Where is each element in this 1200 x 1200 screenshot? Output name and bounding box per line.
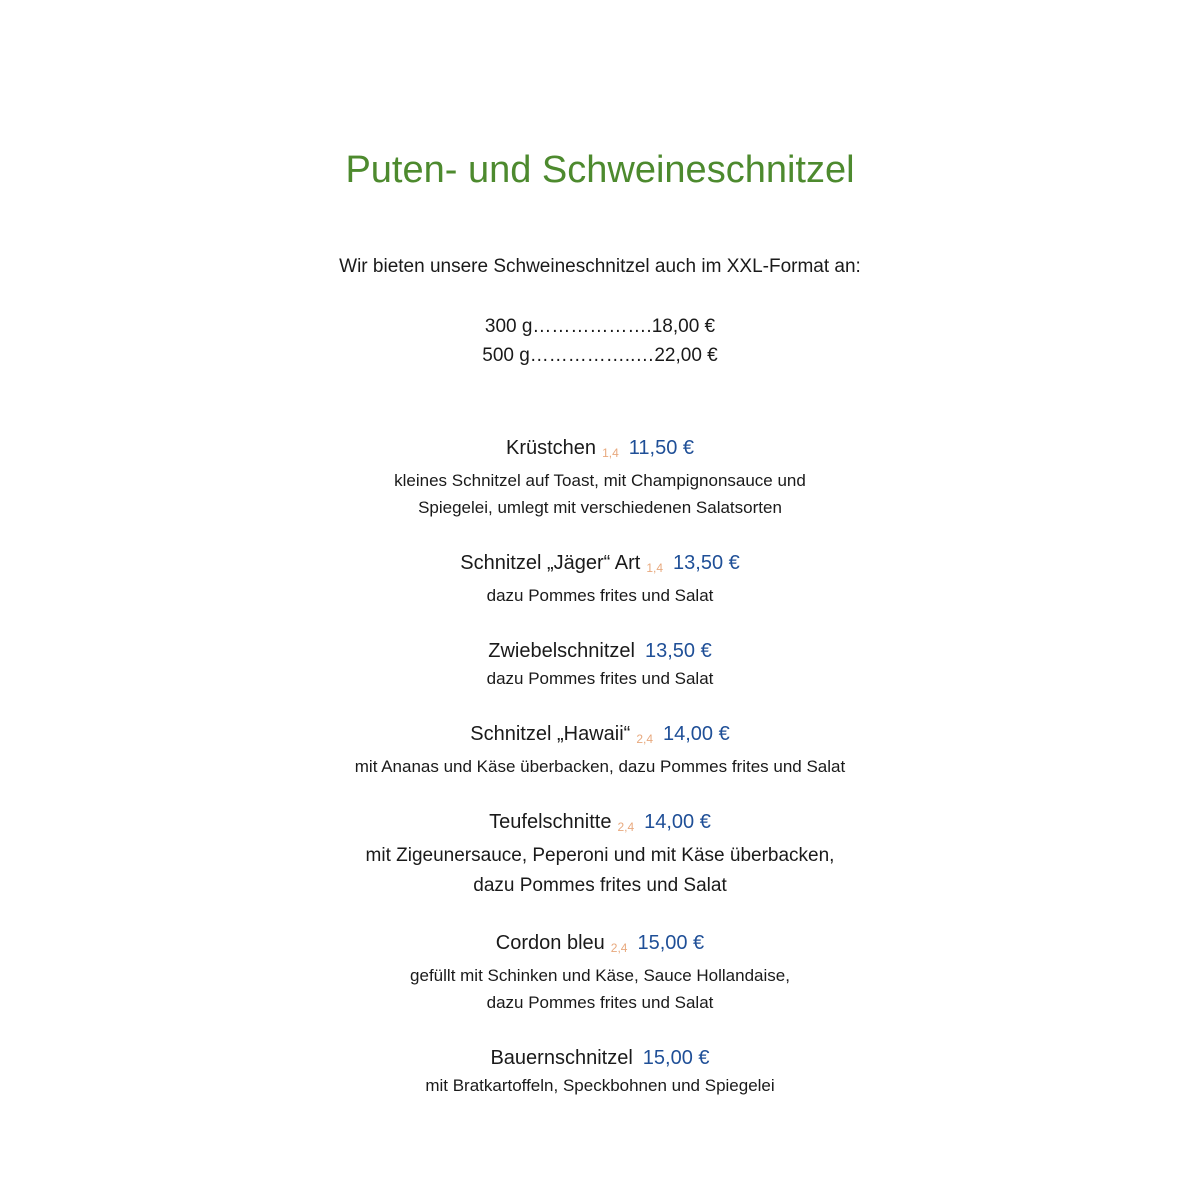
menu-item-price: 13,50 € [673,552,740,574]
xxl-intro-text: Wir bieten unsere Schweineschnitzel auch im XXL-Format an: [339,256,861,277]
description-line: dazu Pommes frites und Salat [486,669,714,688]
menu-item-heading [0,808,1200,841]
menu-item-hawaii-schnitzel [0,720,1200,780]
menu-item-price: 14,00 € [663,723,730,745]
additive-codes: 2,4 [636,732,653,746]
menu-item-price: 13,50 € [645,640,712,662]
menu-item-name: Bauernschnitzel [490,1047,633,1069]
menu-item-jaeger-schnitzel [0,549,1200,609]
menu-item-kruestchen [0,434,1200,521]
menu-item-cordon-bleu [0,929,1200,1016]
additive-codes: 1,4 [602,446,619,460]
menu-item-heading [0,549,1200,582]
menu-item-teufelschnitte [0,808,1200,901]
menu-item-description [0,841,1200,901]
additive-codes: 2,4 [610,941,628,955]
menu-item-name: Schnitzel „Jäger“ Art [460,552,641,574]
menu-item-heading [0,637,1200,665]
menu-item-name: Zwiebelschnitzel [488,640,635,662]
menu-item-price: 15,00 € [637,932,705,954]
menu-item-heading [0,720,1200,753]
description-line: Spiegelei, umlegt mit verschiedenen Salatsorten [418,498,782,517]
menu-item-description [0,467,1200,521]
additive-codes: 1,4 [646,561,664,575]
page-title: Puten- und Schweineschnitzel [345,149,855,191]
menu-item-price: 14,00 € [644,811,711,833]
menu-item-price: 11,50 € [628,437,694,459]
additive-codes: 2,4 [617,820,635,834]
description-line: dazu Pommes frites und Salat [473,875,727,896]
description-line: kleines Schnitzel auf Toast, mit Champignonsauce und [394,471,806,490]
menu-item-name: Krüstchen [506,437,597,459]
xxl-price-500g: 500 g……………..…22,00 € [482,345,718,366]
menu-item-description [0,582,1200,609]
menu-item-list [0,434,1200,1099]
xxl-price-300g: 300 g……………….18,00 € [484,316,716,337]
menu-item-name: Schnitzel „Hawaii“ [470,723,631,745]
menu-item-description [0,1072,1200,1099]
menu-item-description [0,962,1200,1016]
description-line: dazu Pommes frites und Salat [486,993,714,1012]
menu-item-heading [0,1044,1200,1072]
menu-item-price: 15,00 € [642,1047,710,1069]
menu-item-description [0,753,1200,780]
menu-item-description [0,665,1200,692]
menu-item-heading [0,929,1200,962]
menu-item-bauernschnitzel [0,1044,1200,1099]
description-line: mit Zigeunersauce, Peperoni und mit Käse überbacken, [365,845,835,866]
menu-item-heading [0,434,1200,467]
description-line: dazu Pommes frites und Salat [486,586,714,605]
description-line: mit Bratkartoffeln, Speckbohnen und Spiegelei [425,1076,775,1095]
menu-item-zwiebelschnitzel [0,637,1200,692]
xxl-price-list [0,312,1200,370]
description-line: mit Ananas und Käse überbacken, dazu Pommes frites und Salat [354,757,846,776]
menu-item-name: Teufelschnitte [489,811,612,833]
description-line: gefüllt mit Schinken und Käse, Sauce Hollandaise, [410,966,790,985]
menu-item-name: Cordon bleu [495,932,605,954]
